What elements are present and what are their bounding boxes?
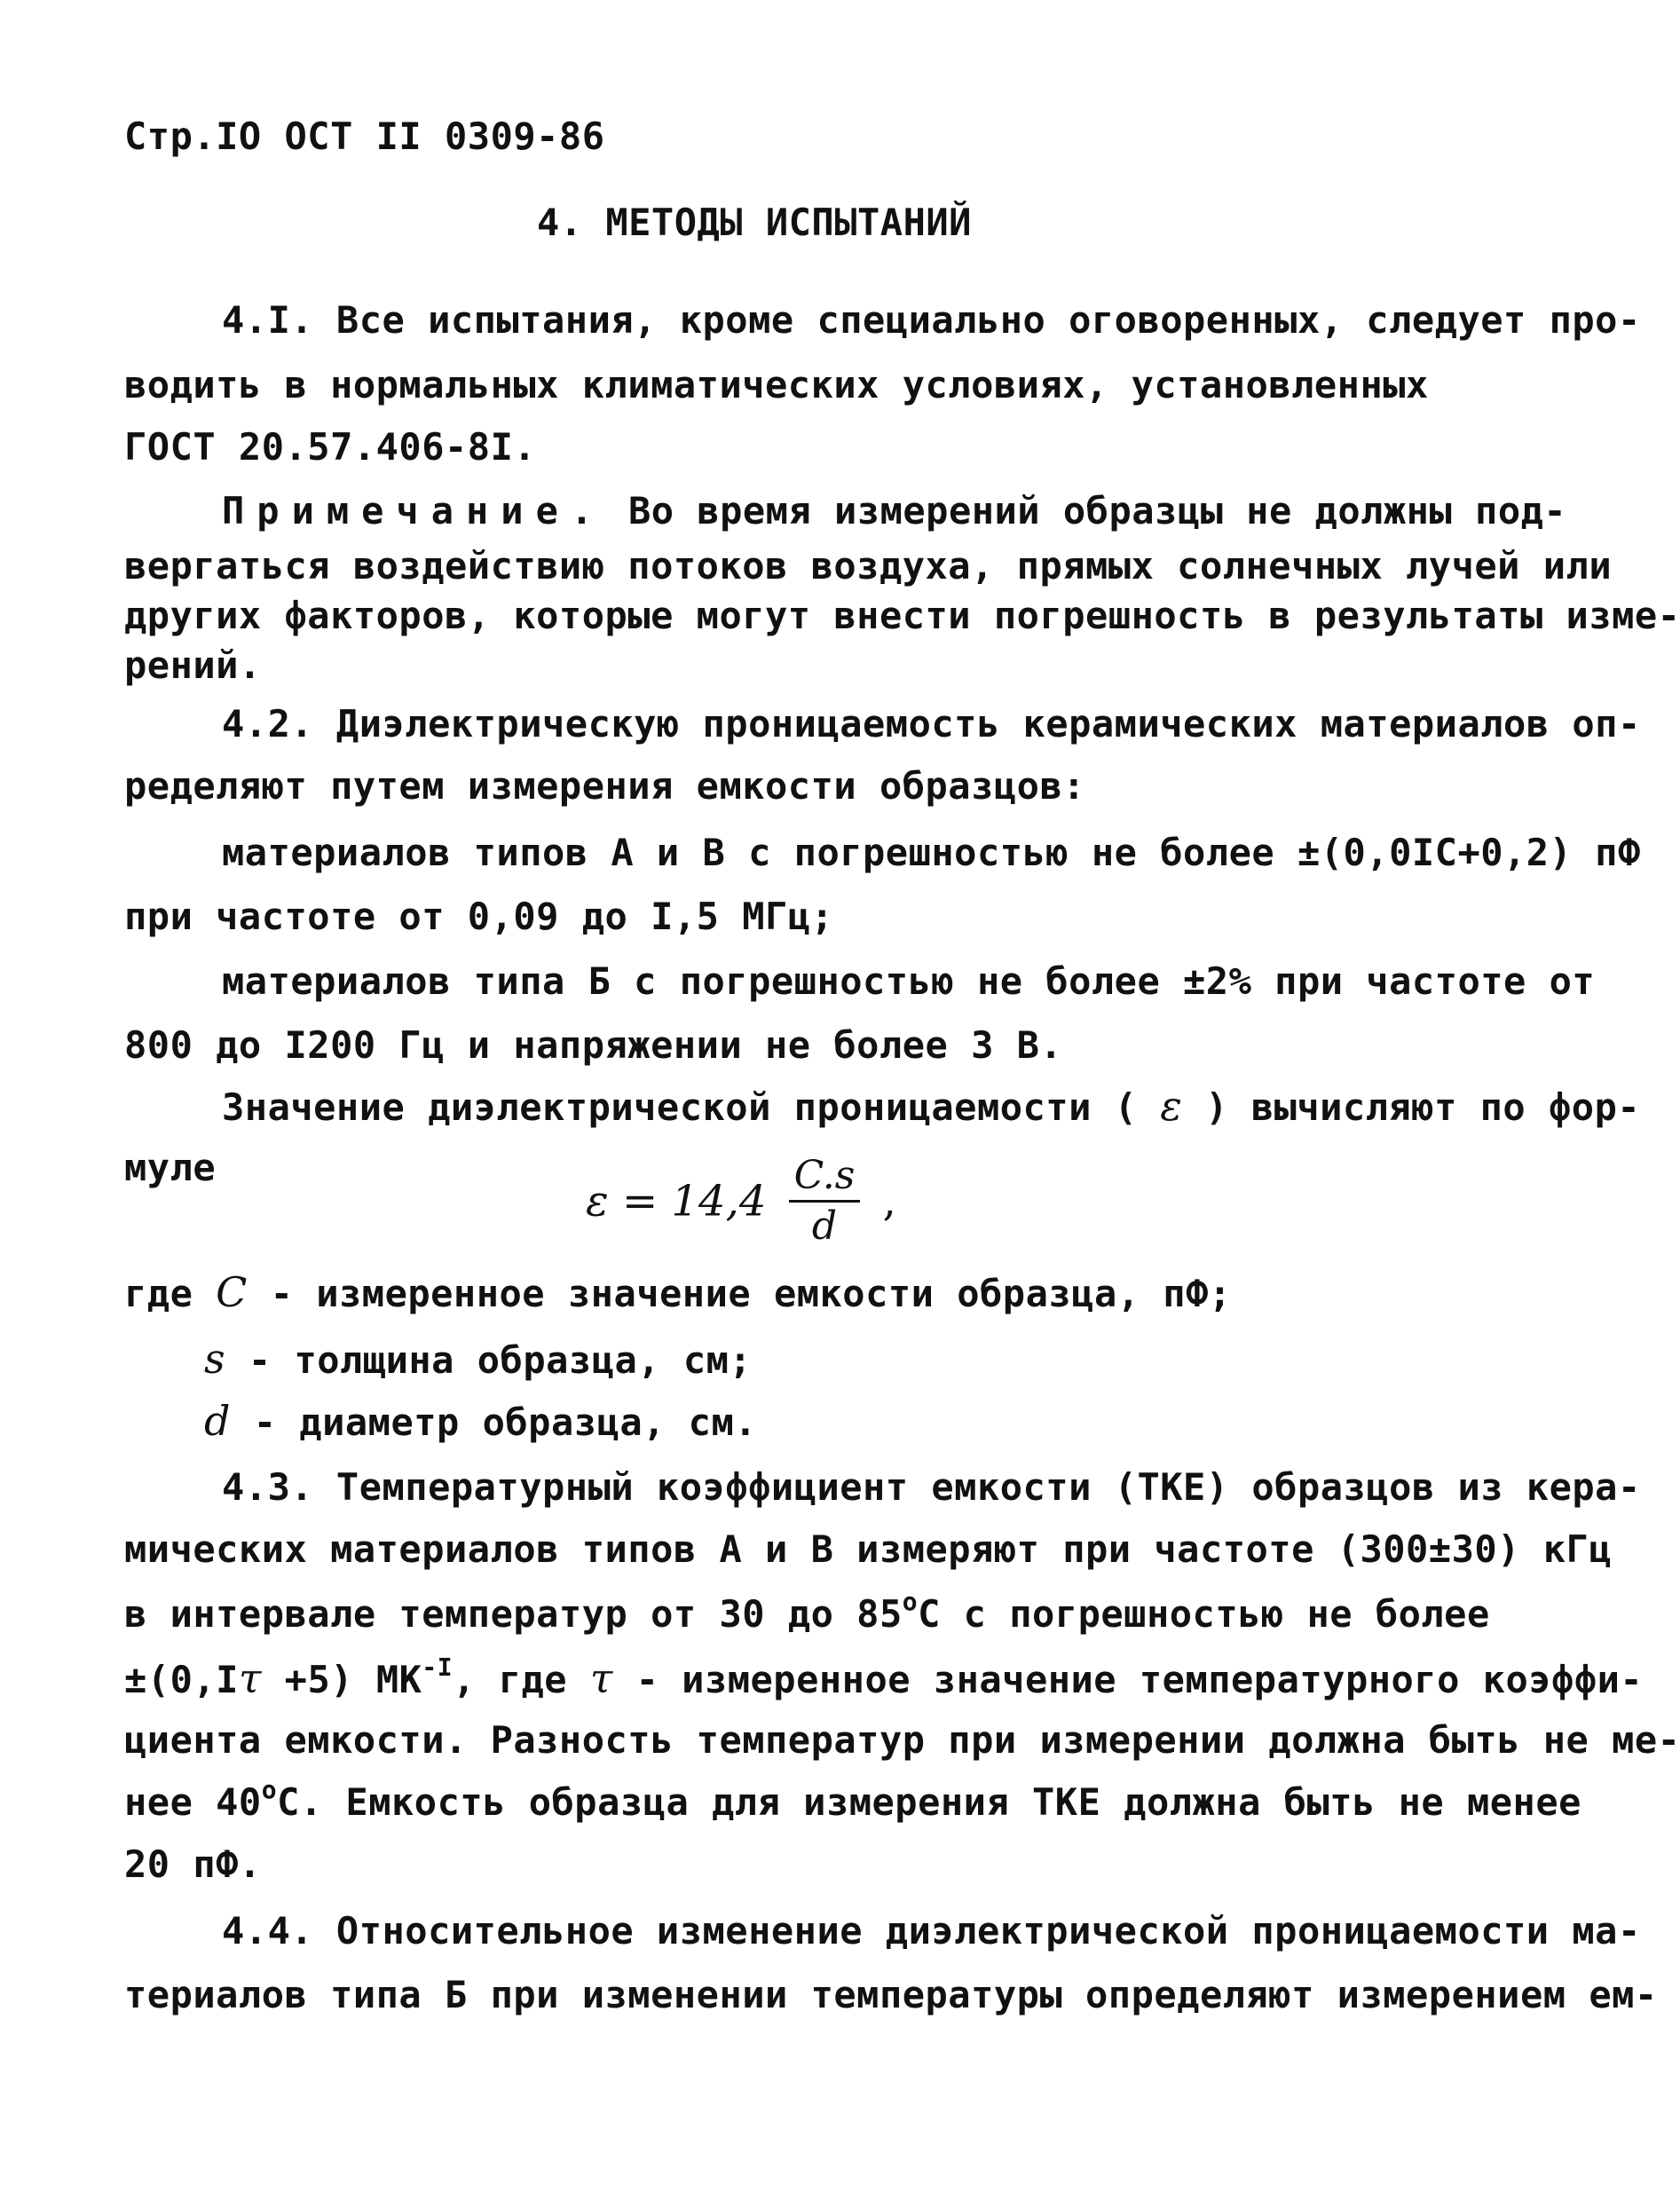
legend-d [204, 1398, 757, 1446]
legend-d-text: - диаметр образца, см. [230, 1400, 758, 1444]
degree-sign: o [902, 1587, 919, 1616]
paragraph-4-3-line-6 [124, 1775, 1581, 1826]
tau-symbol-2: τ [589, 1654, 613, 1702]
paragraph-4-2-line-8: муле [124, 1146, 217, 1189]
legend-c-text: - измеренное значение емкости образца, пФ; [247, 1272, 1232, 1315]
formula-fraction [789, 1154, 861, 1249]
paragraph-4-2-line-3: материалов типов А и В с погрешностью не более ±(0,0IC+0,2) пФ [222, 831, 1641, 874]
note-line-1 [222, 488, 1566, 534]
legend-s [204, 1336, 752, 1384]
legend-s-text: - толщина образца, см; [225, 1338, 753, 1382]
permittivity-formula [586, 1154, 896, 1249]
permittivity-text-b: ) вычисляют по фор- [1182, 1085, 1641, 1129]
formula-numerator: C.s [789, 1154, 861, 1203]
formula-denominator: d [811, 1203, 838, 1249]
p43-l4a: ±(0,I [124, 1658, 239, 1701]
p43-l4d: - измеренное значение температурного коэффи- [612, 1658, 1644, 1701]
paragraph-4-2-line-7 [222, 1083, 1640, 1131]
paragraph-4-3-line-1: 4.3. Температурный коэффициент емкости (ТКЕ) образцов из кера- [222, 1465, 1641, 1509]
legend-c [124, 1269, 1232, 1317]
epsilon-symbol: ε [1160, 1082, 1183, 1130]
paragraph-4-3-line-7: 20 пФ. [124, 1842, 262, 1886]
unit-exponent: -I [422, 1653, 454, 1682]
paragraph-4-2-line-1: 4.2. Диэлектрическую проницаемость керамических материалов оп- [222, 702, 1641, 746]
formula-lhs: ε = 14,4 [586, 1176, 767, 1227]
paragraph-4-3-line-4 [124, 1655, 1643, 1703]
note-line-2: вергаться воздействию потоков воздуха, прямых солнечных лучей или [124, 544, 1613, 588]
formula-tail: , [882, 1176, 896, 1227]
legend-c-symbol: C [216, 1268, 248, 1316]
paragraph-4-3-line-2: мических материалов типов А и В измеряют при частоте (300±30) кГц [124, 1527, 1613, 1571]
permittivity-text-a: Значение диэлектрической проницаемости ( [222, 1085, 1161, 1129]
paragraph-4-2-line-4: при частоте от 0,09 до I,5 МГц; [124, 895, 834, 938]
tau-symbol: τ [238, 1654, 262, 1702]
paragraph-4-2-line-2: ределяют путем измерения емкости образцов: [124, 764, 1086, 808]
paragraph-4-3-line-3 [124, 1587, 1490, 1637]
legend-s-symbol: s [204, 1335, 226, 1383]
p43-l3a: в интервале температур от 30 до 85 [124, 1592, 903, 1636]
paragraph-4-3-line-5: циента емкости. Разность температур при измерении должна быть не ме- [124, 1718, 1680, 1762]
paragraph-4-4-line-2: териалов типа Б при изменении температуры определяют измерением ем- [124, 1973, 1658, 2016]
paragraph-4-2-line-6: 800 до I200 Гц и напряжении не более 3 В. [124, 1023, 1063, 1067]
legend-d-symbol: d [204, 1397, 231, 1445]
note-line-4: рений. [124, 643, 262, 687]
paragraph-4-1-line-3: ГОСТ 20.57.406-8I. [124, 425, 537, 469]
note-text: Во время измерений образцы не должны под- [605, 489, 1567, 532]
paragraph-4-2-line-5: материалов типа Б с погрешностью не более ±2% при частоте от [222, 959, 1596, 1003]
legend-where: где [124, 1272, 217, 1315]
p43-l4b: +5) МК [261, 1658, 422, 1701]
p43-l3b: С с погрешностью не более [918, 1592, 1490, 1636]
paragraph-4-1-line-1: 4.I. Все испытания, кроме специально оговоренных, следует про- [222, 298, 1641, 342]
degree-sign-2: o [261, 1775, 278, 1804]
paragraph-4-1-line-2: водить в нормальных климатических условиях, установленных [124, 363, 1429, 406]
paragraph-4-4-line-1: 4.4. Относительное изменение диэлектрической проницаемости ма- [222, 1909, 1641, 1952]
note-label: Примечание. [222, 489, 606, 532]
p43-l6a: нее 40 [124, 1780, 262, 1824]
page-header: Стр.IO ОСТ II 0309-86 [124, 114, 605, 158]
note-line-3: других факторов, которые могут внести погрешность в результаты изме- [124, 594, 1680, 637]
p43-l4c: , где [453, 1658, 590, 1701]
p43-l6b: С. Емкость образца для измерения ТКЕ должна быть не менее [277, 1780, 1581, 1824]
section-title: 4. МЕТОДЫ ИСПЫТАНИЙ [537, 201, 972, 244]
